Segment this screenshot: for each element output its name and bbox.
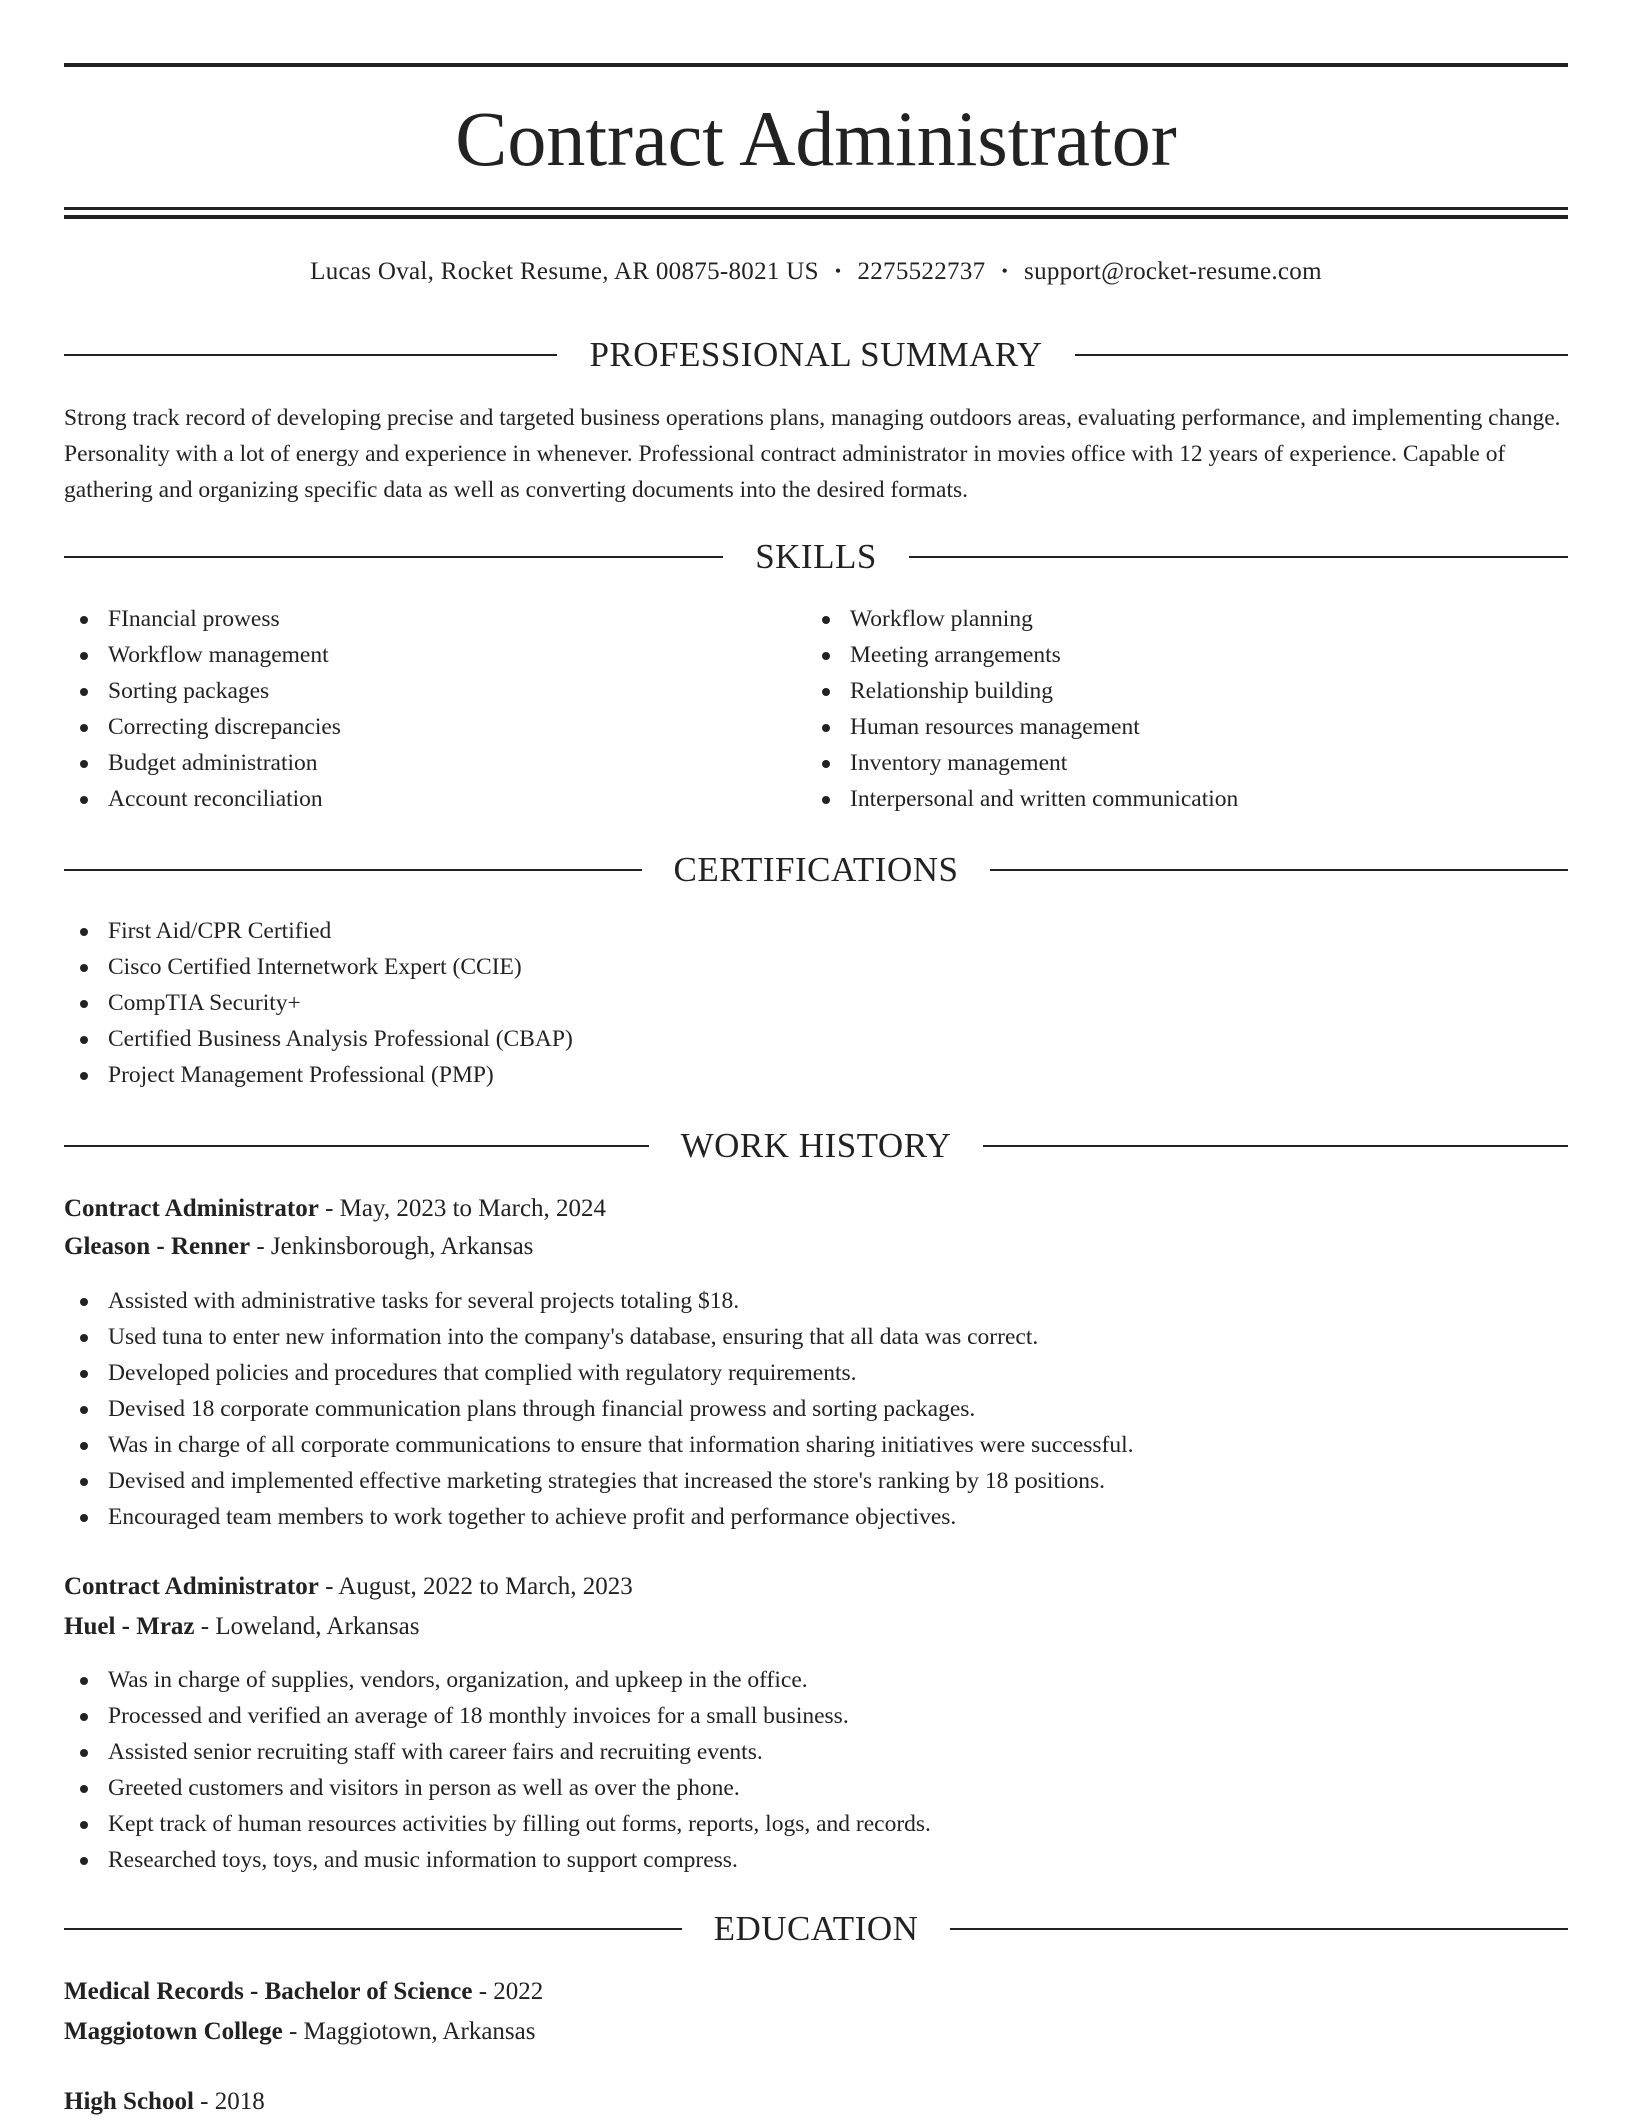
list-item: [64, 1319, 1134, 1355]
list-item-text: Devised and implemented effective marketing strategies that increased the store's ranking by 18 positions.: [108, 1468, 1106, 1494]
list-item-text: Assisted senior recruiting staff with career fairs and recruiting events.: [108, 1739, 763, 1765]
bullet-icon: [80, 796, 88, 804]
job-dates: - May, 2023 to March, 2024: [318, 1195, 607, 1222]
list-item-text: Used tuna to enter new information into the company's database, ensuring that all data was correct.: [108, 1324, 1039, 1350]
list-item-text: Encouraged team members to work together to achieve profit and performance objectives.: [108, 1504, 957, 1530]
job-bullets: [64, 1662, 931, 1878]
contact-separator: •: [834, 261, 842, 281]
bullet-icon: [80, 1370, 88, 1378]
list-item: [64, 709, 341, 745]
bullet-icon: [80, 1298, 88, 1306]
bullet-icon: [80, 760, 88, 768]
section-rule-left: [64, 869, 642, 871]
job-location: - Jenkinsborough, Arkansas: [250, 1233, 534, 1260]
list-item: [806, 781, 1238, 817]
list-item: [806, 709, 1238, 745]
list-item: [64, 1427, 1134, 1463]
bullet-icon: [80, 616, 88, 624]
section-rule-left: [64, 1928, 682, 1930]
list-item-text: Certified Business Analysis Professional (CBAP): [108, 1026, 573, 1052]
list-item: [64, 913, 573, 949]
bullet-icon: [80, 1785, 88, 1793]
bullet-icon: [80, 688, 88, 696]
education-school: Maggiotown College: [64, 2018, 283, 2045]
section-rule-right: [983, 1145, 1568, 1147]
bullet-icon: [822, 724, 830, 732]
certifications-list: [64, 913, 573, 1093]
section-rule-left: [64, 354, 557, 356]
list-item: [64, 1734, 931, 1770]
list-item-text: Meeting arrangements: [850, 642, 1061, 668]
bullet-icon: [822, 616, 830, 624]
list-item-text: Relationship building: [850, 678, 1054, 704]
list-item: [64, 1806, 931, 1842]
job-bullets: [64, 1283, 1134, 1535]
top-rule: [64, 63, 1568, 67]
list-item-text: Correcting discrepancies: [108, 714, 341, 740]
list-item: [64, 1842, 931, 1878]
section-rule-right: [950, 1928, 1568, 1930]
job-company-line: [64, 1608, 419, 1646]
bullet-icon: [80, 1677, 88, 1685]
bullet-icon: [80, 1442, 88, 1450]
list-item-text: First Aid/CPR Certified: [108, 918, 332, 944]
job-company-line: [64, 1228, 533, 1266]
list-item: [64, 1021, 573, 1057]
job-title: Contract Administrator: [64, 1573, 319, 1600]
list-item: [806, 637, 1238, 673]
skills-list-right: [806, 601, 1238, 817]
list-item-text: Assisted with administrative tasks for several projects totaling $18.: [108, 1288, 740, 1314]
contact-phone: 2275522737: [857, 258, 986, 285]
list-item: [64, 1283, 1134, 1319]
summary-text: Strong track record of developing precise and targeted business operations plans, managing outdoors areas, evaluating performance, and implementing change. Personality with a lot of energy and experience in whenever. Professional contract administrator in movies office with 12 years of experience. Capable of gathering and organizing specific data as well as converting documents into the desired formats.: [64, 405, 1561, 503]
bullet-icon: [80, 964, 88, 972]
bullet-icon: [80, 724, 88, 732]
list-item: [64, 637, 341, 673]
list-item-text: Inventory management: [850, 750, 1068, 776]
bullet-icon: [80, 652, 88, 660]
section-title: EDUCATION: [713, 1909, 919, 1948]
section-header-skills: [64, 535, 1568, 579]
list-item: [806, 745, 1238, 781]
list-item: [64, 1463, 1134, 1499]
title-rule-lower: [64, 215, 1568, 219]
list-item-text: Sorting packages: [108, 678, 270, 704]
list-item-text: Was in charge of all corporate communications to ensure that information sharing initiatives were successful.: [108, 1432, 1134, 1458]
education-degree: Medical Records - Bachelor of Science: [64, 1978, 473, 2005]
bullet-icon: [80, 1857, 88, 1865]
list-item-text: Project Management Professional (PMP): [108, 1062, 494, 1088]
education-degree-line: [64, 2083, 265, 2121]
bullet-icon: [822, 688, 830, 696]
list-item-text: Kept track of human resources activities by filling out forms, reports, logs, and records.: [108, 1811, 931, 1837]
bullet-icon: [80, 1514, 88, 1522]
contact-address: Lucas Oval, Rocket Resume, AR 00875-8021 US: [310, 258, 819, 285]
list-item-text: Researched toys, toys, and music information to support compress.: [108, 1847, 738, 1873]
list-item-text: Greeted customers and visitors in person as well as over the phone.: [108, 1775, 740, 1801]
list-item: [64, 1391, 1134, 1427]
list-item-text: Workflow management: [108, 642, 329, 668]
job-location: - Loweland, Arkansas: [194, 1613, 420, 1640]
contact-email: support@rocket-resume.com: [1024, 258, 1322, 285]
bullet-icon: [80, 1713, 88, 1721]
list-item-text: Was in charge of supplies, vendors, organization, and upkeep in the office.: [108, 1667, 808, 1693]
education-degree: High School: [64, 2088, 194, 2115]
section-rule-right: [990, 869, 1568, 871]
list-item-text: Human resources management: [850, 714, 1140, 740]
list-item-text: Processed and verified an average of 18 monthly invoices for a small business.: [108, 1703, 849, 1729]
bullet-icon: [80, 1334, 88, 1342]
section-title: SKILLS: [755, 537, 877, 576]
section-rule-left: [64, 1145, 649, 1147]
section-header-summary: [64, 333, 1568, 377]
section-header-work-history: [64, 1124, 1568, 1168]
contact-line: [64, 254, 1568, 289]
list-item: [64, 1355, 1134, 1391]
contact-separator: •: [1001, 261, 1009, 281]
list-item-text: FInancial prowess: [108, 606, 280, 632]
education-year: - 2018: [193, 2088, 265, 2115]
section-title: PROFESSIONAL SUMMARY: [589, 335, 1043, 374]
list-item: [64, 1499, 1134, 1535]
bullet-icon: [80, 928, 88, 936]
list-item: [64, 745, 341, 781]
job-company: Huel - Mraz: [64, 1613, 195, 1640]
job-title-line: [64, 1568, 633, 1606]
list-item: [64, 1698, 931, 1734]
section-title: CERTIFICATIONS: [673, 850, 959, 889]
bullet-icon: [80, 1072, 88, 1080]
bullet-icon: [822, 796, 830, 804]
bullet-icon: [80, 1821, 88, 1829]
list-item-text: CompTIA Security+: [108, 990, 301, 1016]
section-title: WORK HISTORY: [680, 1126, 952, 1165]
job-dates: - August, 2022 to March, 2023: [318, 1573, 633, 1600]
list-item-text: Workflow planning: [850, 606, 1033, 632]
list-item: [64, 601, 341, 637]
list-item-text: Budget administration: [108, 750, 318, 776]
list-item: [806, 673, 1238, 709]
bullet-icon: [822, 760, 830, 768]
list-item: [64, 1770, 931, 1806]
title-rule-upper: [64, 207, 1568, 210]
section-header-certifications: [64, 848, 1568, 892]
bullet-icon: [80, 1406, 88, 1414]
education-location: - Maggiotown, Arkansas: [282, 2018, 536, 2045]
education-school-line: [64, 2013, 535, 2051]
list-item-text: Interpersonal and written communication: [850, 786, 1239, 812]
education-year: - 2022: [472, 1978, 544, 2005]
job-title: Contract Administrator: [64, 1195, 319, 1222]
section-header-education: [64, 1907, 1568, 1951]
job-title-line: [64, 1190, 606, 1228]
list-item: [64, 949, 573, 985]
bullet-icon: [80, 1749, 88, 1757]
list-item: [64, 985, 573, 1021]
page-title: Contract Administrator: [455, 95, 1177, 182]
section-rule-right: [909, 556, 1568, 558]
bullet-icon: [822, 652, 830, 660]
bullet-icon: [80, 1000, 88, 1008]
bullet-icon: [80, 1478, 88, 1486]
bullet-icon: [80, 1036, 88, 1044]
list-item-text: Devised 18 corporate communication plans through financial prowess and sorting packages.: [108, 1396, 976, 1422]
skills-list-left: [64, 601, 341, 817]
list-item-text: Developed policies and procedures that complied with regulatory requirements.: [108, 1360, 857, 1386]
section-rule-right: [1075, 354, 1568, 356]
list-item: [64, 673, 341, 709]
job-company: Gleason - Renner: [64, 1233, 251, 1260]
section-rule-left: [64, 556, 723, 558]
list-item-text: Cisco Certified Internetwork Expert (CCIE): [108, 954, 522, 980]
list-item-text: Account reconciliation: [108, 786, 323, 812]
list-item: [64, 781, 341, 817]
list-item: [806, 601, 1238, 637]
list-item: [64, 1662, 931, 1698]
list-item: [64, 1057, 573, 1093]
education-degree-line: [64, 1973, 543, 2011]
